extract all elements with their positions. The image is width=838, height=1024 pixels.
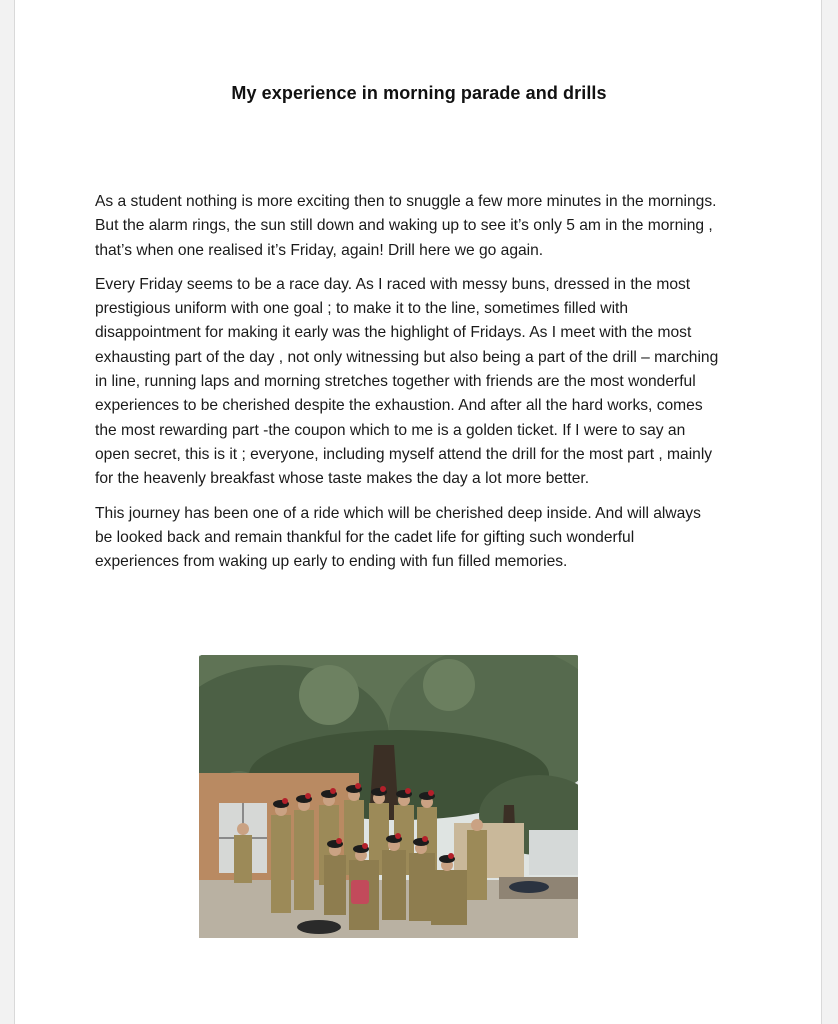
paragraph-2: Every Friday seems to be a race day. As I raced with messy buns, dressed in the most prestigious uniform with one goal ; to make it to the line, sometimes filled with disappointment for making it early was the highlight of Fridays. As I meet with the most exhausting part of the day , not only witnessing but also being a part of the drill – marching in line, running laps and morning stretches together with friends are the most wonderful experiences to be cherished despite the exhaustion. And after all the hard works, comes the most rewarding part -the coupon which to me is a golden ticket. If I were to say an open secret, this is it ; everyone, including myself attend the drill for the most part , mainly for the heavenly breakfast whose taste makes the day a lot more better. xyxy=(95,275,719,488)
bag-on-ground xyxy=(297,920,341,934)
page-title: My experience in morning parade and drills xyxy=(231,83,607,103)
paragraph-1: As a student nothing is more exciting then to snuggle a few more minutes in the mornings. But the alarm rings, the sun still down and waking up to see it’s only 5 am in the morning , that’s when one realised it’s Friday, again! Drill here we go again. xyxy=(95,193,717,259)
bag-on-wall xyxy=(509,881,549,893)
photo-illustration xyxy=(199,655,578,938)
cadets-group-photo xyxy=(199,655,578,938)
distant-building xyxy=(529,830,578,875)
document-body xyxy=(95,190,720,584)
paragraph-3: This journey has been one of a ride which will be cherished deep inside. And will always be looked back and remain thankful for the cadet life for gifting such wonderful experiences from waking up early to ending with fun filled memories. xyxy=(95,504,701,571)
